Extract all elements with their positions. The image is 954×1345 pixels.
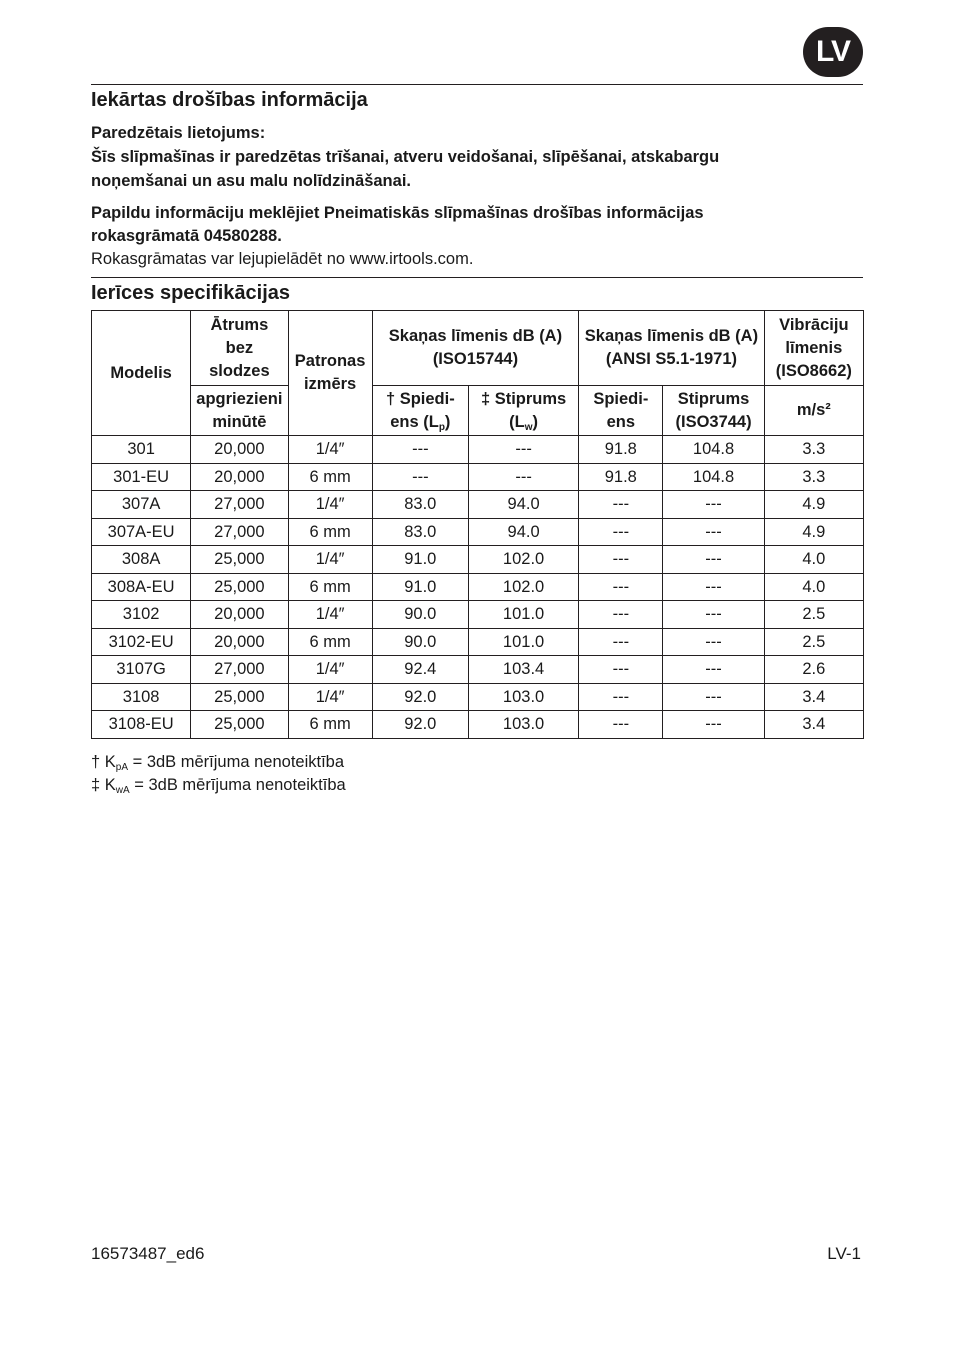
table-cell: ---	[663, 711, 764, 739]
table-row	[92, 463, 864, 491]
table-cell: 6 mm	[288, 628, 372, 656]
table-cell: 4.9	[764, 518, 863, 546]
table-cell: 92.4	[372, 656, 468, 684]
table-cell: 1/4″	[288, 546, 372, 574]
table-cell: 27,000	[191, 656, 288, 684]
table-cell: ---	[372, 436, 468, 464]
header-power-iso: ‡ Stiprums $(L_w)$	[468, 386, 578, 436]
table-cell: 90.0	[372, 601, 468, 629]
table-cell: ---	[663, 601, 764, 629]
table-cell: 102.0	[468, 546, 578, 574]
document-number: 16573487_ed6	[91, 1244, 205, 1263]
footnote-pressure-uncertainty: † $K_{pA} = 3dB$ mērījuma nenoteiktība	[91, 753, 345, 773]
table-row	[92, 491, 864, 519]
table-cell: 3.3	[764, 436, 863, 464]
table-cell: 1/4″	[288, 601, 372, 629]
specs-title: Ierīces specifikācijas	[91, 282, 291, 304]
table-cell: 103.4	[468, 656, 578, 684]
header-sound-ansi: Skaņas līmenis dB (A) (ANSI S5.1-1971)	[579, 311, 764, 386]
table-cell: ---	[579, 491, 663, 519]
table-cell: 3.3	[764, 463, 863, 491]
table-cell: 1/4″	[288, 683, 372, 711]
table-cell: ---	[579, 518, 663, 546]
download-note: Rokasgrāmatas var lejupielādēt no www.irtools.com.	[91, 250, 474, 268]
table-cell: 3.4	[764, 683, 863, 711]
table-cell: 4.9	[764, 491, 863, 519]
table-cell: 6 mm	[288, 711, 372, 739]
table-cell: 307A-EU	[92, 518, 191, 546]
table-cell: 6 mm	[288, 518, 372, 546]
header-vibration-unit: m/s²	[764, 386, 863, 436]
table-cell: 101.0	[468, 601, 578, 629]
table-cell: 4.0	[764, 546, 863, 574]
table-cell: ---	[468, 463, 578, 491]
table-cell: ---	[663, 518, 764, 546]
table-cell: 6 mm	[288, 573, 372, 601]
table-cell: 3102	[92, 601, 191, 629]
table-cell: 25,000	[191, 546, 288, 574]
table-cell: 91.8	[579, 463, 663, 491]
specs-divider	[91, 277, 863, 278]
table-cell: 90.0	[372, 628, 468, 656]
table-cell: 91.0	[372, 546, 468, 574]
table-cell: 3108-EU	[92, 711, 191, 739]
table-cell: 94.0	[468, 518, 578, 546]
header-speed-unit: apgriezieni minūtē	[191, 386, 288, 436]
table-row	[92, 656, 864, 684]
table-cell: 20,000	[191, 628, 288, 656]
table-row	[92, 628, 864, 656]
table-cell: 3.4	[764, 711, 863, 739]
table-cell: 92.0	[372, 683, 468, 711]
table-row	[92, 711, 864, 739]
table-cell: 4.0	[764, 573, 863, 601]
table-cell: ---	[663, 656, 764, 684]
table-cell: 83.0	[372, 491, 468, 519]
table-cell: 94.0	[468, 491, 578, 519]
table-cell: 27,000	[191, 518, 288, 546]
header-speed: Ātrums bez slodzes	[191, 311, 288, 386]
table-cell: 20,000	[191, 436, 288, 464]
table-cell: ---	[468, 436, 578, 464]
table-row	[92, 518, 864, 546]
table-cell: 25,000	[191, 711, 288, 739]
specifications-table	[91, 310, 864, 739]
table-cell: 20,000	[191, 601, 288, 629]
table-cell: ---	[663, 491, 764, 519]
table-cell: 1/4″	[288, 491, 372, 519]
header-model: Modelis	[92, 311, 191, 436]
intended-use-label: Paredzētais lietojums:	[91, 124, 266, 142]
table-cell: ---	[663, 573, 764, 601]
table-cell: ---	[579, 573, 663, 601]
table-cell: ---	[579, 601, 663, 629]
table-cell: ---	[579, 656, 663, 684]
table-cell: 91.0	[372, 573, 468, 601]
table-row	[92, 683, 864, 711]
table-cell: ---	[372, 463, 468, 491]
table-cell: 102.0	[468, 573, 578, 601]
table-cell: 25,000	[191, 573, 288, 601]
table-cell: ---	[663, 683, 764, 711]
more-info-line-1: Papildu informāciju meklējiet Pneimatiskās slīpmašīnas drošības informācijas	[91, 204, 704, 222]
table-cell: 308A-EU	[92, 573, 191, 601]
table-cell: 101.0	[468, 628, 578, 656]
table-cell: 3102-EU	[92, 628, 191, 656]
top-divider	[91, 84, 863, 85]
table-row	[92, 436, 864, 464]
table-cell: ---	[579, 683, 663, 711]
table-cell: 92.0	[372, 711, 468, 739]
table-cell: 2.6	[764, 656, 863, 684]
intended-use-line-2: noņemšanai un asu malu nolīdzināšanai.	[91, 172, 411, 190]
more-info-line-2: rokasgrāmatā 04580288.	[91, 227, 282, 245]
table-cell: 307A	[92, 491, 191, 519]
header-pressure-iso: † Spiedi- ens $(L_p)$	[372, 386, 468, 436]
table-cell: ---	[663, 546, 764, 574]
page-number: LV-1	[827, 1244, 861, 1263]
intended-use-line-1: Šīs slīpmašīnas ir paredzētas trīšanai, atveru veidošanai, slīpēšanai, atskabargu	[91, 148, 720, 166]
table-cell: ---	[579, 711, 663, 739]
safety-title: Iekārtas drošības informācija	[91, 89, 368, 111]
table-cell: ---	[663, 628, 764, 656]
table-cell: 308A	[92, 546, 191, 574]
header-pressure-ansi: Spiedi- ens	[579, 386, 663, 436]
table-cell: 20,000	[191, 463, 288, 491]
header-vibration: Vibrāciju līmenis (ISO8662)	[764, 311, 863, 386]
table-cell: 3108	[92, 683, 191, 711]
table-cell: 2.5	[764, 628, 863, 656]
table-cell: 103.0	[468, 683, 578, 711]
table-cell: 83.0	[372, 518, 468, 546]
header-sound-iso15744: Skaņas līmenis dB (A) (ISO15744)	[372, 311, 579, 386]
table-cell: 91.8	[579, 436, 663, 464]
table-cell: 6 mm	[288, 463, 372, 491]
table-cell: 301-EU	[92, 463, 191, 491]
table-cell: 301	[92, 436, 191, 464]
table-cell: 1/4″	[288, 436, 372, 464]
table-cell: 104.8	[663, 463, 764, 491]
footnote-power-uncertainty: ‡ $K_{wA} = 3dB$ mērījuma nenoteiktība	[91, 776, 346, 796]
table-cell: 103.0	[468, 711, 578, 739]
table-row	[92, 573, 864, 601]
table-cell: 3107G	[92, 656, 191, 684]
table-row	[92, 601, 864, 629]
table-cell: ---	[579, 546, 663, 574]
table-cell: 104.8	[663, 436, 764, 464]
table-cell: 27,000	[191, 491, 288, 519]
table-cell: 1/4″	[288, 656, 372, 684]
table-cell: 2.5	[764, 601, 863, 629]
table-cell: ---	[579, 628, 663, 656]
table-cell: 25,000	[191, 683, 288, 711]
language-badge: LV	[803, 27, 863, 77]
table-row	[92, 546, 864, 574]
header-power-ansi: Stiprums (ISO3744)	[663, 386, 764, 436]
header-collet-size: Patronas izmērs	[288, 311, 372, 436]
